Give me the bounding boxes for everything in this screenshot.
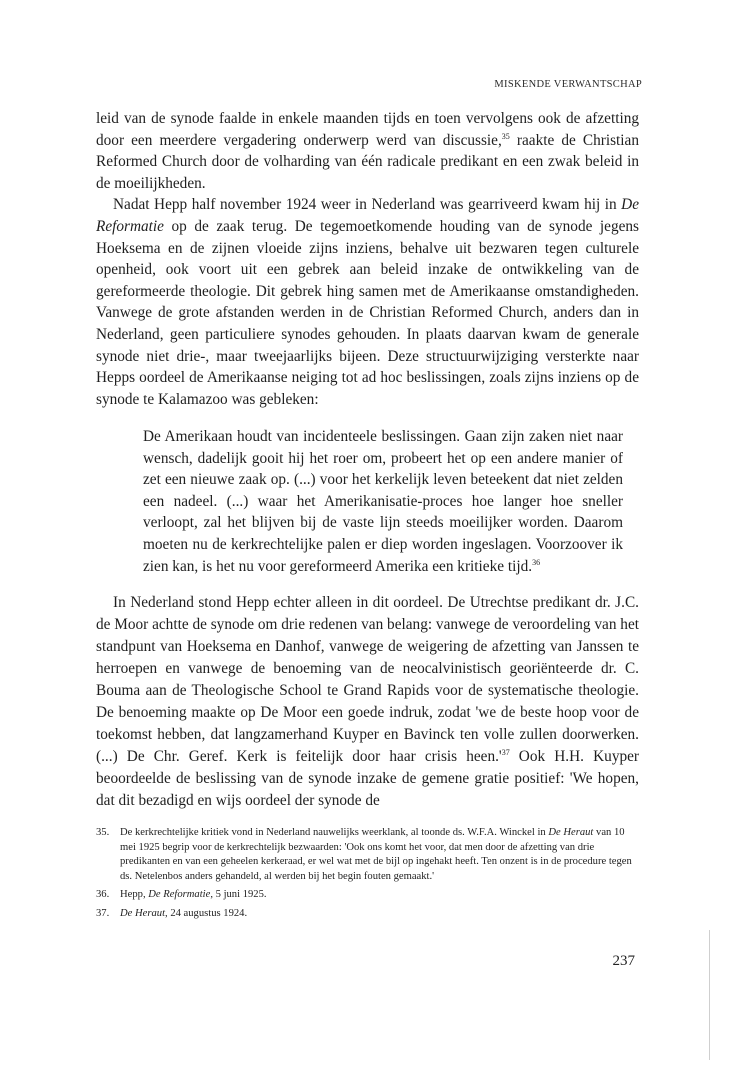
page-number: 237 xyxy=(612,953,635,969)
body-text-top xyxy=(96,108,639,410)
page-edge-line xyxy=(709,930,710,1060)
paragraph-1: leid van de synode faalde in enkele maanden tijds en toen vervolgens ook de afzetting door een meerdere vergadering onderwerp werd van discussie,$^{35}$ raakte de Christian Reformed Church door de volharding van één radicale predikant en een zwak beleid in de moeilijkheden. xyxy=(96,110,639,192)
running-header: MISKENDE VERWANTSCHAP xyxy=(494,79,642,90)
paragraph-2: Nadat Hepp half november 1924 weer in Nederland was gearriveerd kwam hij in De Reformatie op de zaak terug. De tegemoetkomende houding van de synode jegens Hoeksema en de zijnen vloeide zijns inziens, behalve uit bezwaren tegen culturele openheid, ook voort uit een gebrek aan beleid inzake de ontwikkeling van de gereformeerde theologie. Dit gebrek hing samen met de Amerikaanse omstandigheden. Vanwege de grote afstanden werden in de Christian Reformed Church, anders dan in Nederland, geen particuliere synodes gehouden. In plaats daarvan kwam de generale synode niet drie-, maar tweejaarlijks bijeen. Deze structuurwijziging versterkte naar Hepps oordeel de Amerikaanse neiging tot ad hoc beslissingen, zoals zijns inziens op de synode te Kalamazoo was gebleken: xyxy=(96,196,639,408)
footnote-ref-36: 36 xyxy=(532,557,541,567)
footnote-ref-37: 37 xyxy=(501,748,510,757)
footnotes xyxy=(96,826,639,922)
block-quote: De Amerikaan houdt van incidenteele beslissingen. Gaan zijn zaken niet naar wensch, dadelijk gooit hij het roer om, probeert het op een andere manier of zet een nieuwe zaak op. (...) voor het kerkelijk leven beteekent dat niet zelden een nadeel. (...) waar het Amerikanisatie-proces hoe langer hoe sneller verloopt, zal het blijven bij de vaste lijn steeds moeilijker worden. Daarom moeten nu de kerkrechtelijke palen er diep worden ingeslagen. Voorzoover ik zien kan, is het nu voor gereformeerd Amerika een kritieke tijd.$^{36}$ xyxy=(143,428,623,575)
footnote-37: 37. De Heraut, 24 augustus 1924. xyxy=(96,907,248,919)
footnote-36: 36. Hepp, De Reformatie, 5 juni 1925. xyxy=(96,889,267,901)
footnote-ref-35: 35 xyxy=(501,131,510,141)
paragraph-3: In Nederland stond Hepp echter alleen in dit oordeel. De Utrechtse predikant dr. J.C. de Moor achtte de synode om drie redenen van belang: vanwege de veroordeling van het standpunt van Hoeksema en Danhof, vanwege de weigering de afzetting van Janssen te herroepen en vanwege de benoeming van de neocalvinistisch georiënteerde dr. C. Bouma aan de Theologische School te Grand Rapids voor de systematische theologie. De benoeming maakte op De Moor een goede indruk, zodat 'we de beste hoop voor de toekomst hebben, dat langzamerhand Kuyper en Bavinck ten volle zullen doorwerken. (...) De Chr. Geref. Kerk is feitelijk door haar crisis $heen.'^{37}$ Ook H.H. Kuyper beoordeelde de beslissing van de synode inzake de gemene gratie positief: 'We hopen, dat dit bezadigd en wijs oordeel der synode de xyxy=(96,594,639,809)
footnote-35: 35. De kerkrechtelijke kritiek vond in Nederland nauwelijks weerklank, al toonde ds. W.F.A. Winckel in De Heraut van 10 mei 1925 begrip voor de kerkrechtelijk bezwaarden: 'Ook ons komt het voor, dat men door de afzetting van drie predikanten en van een geheelen kerkeraad, er wel wat met de bijl op ingehakt heeft. Ten onzent is in de procedure tegen ds. Netelenbos anders gehandeld, al werden bij het begin fouten gemaakt.' xyxy=(96,827,632,882)
body-text-bottom xyxy=(96,592,639,812)
